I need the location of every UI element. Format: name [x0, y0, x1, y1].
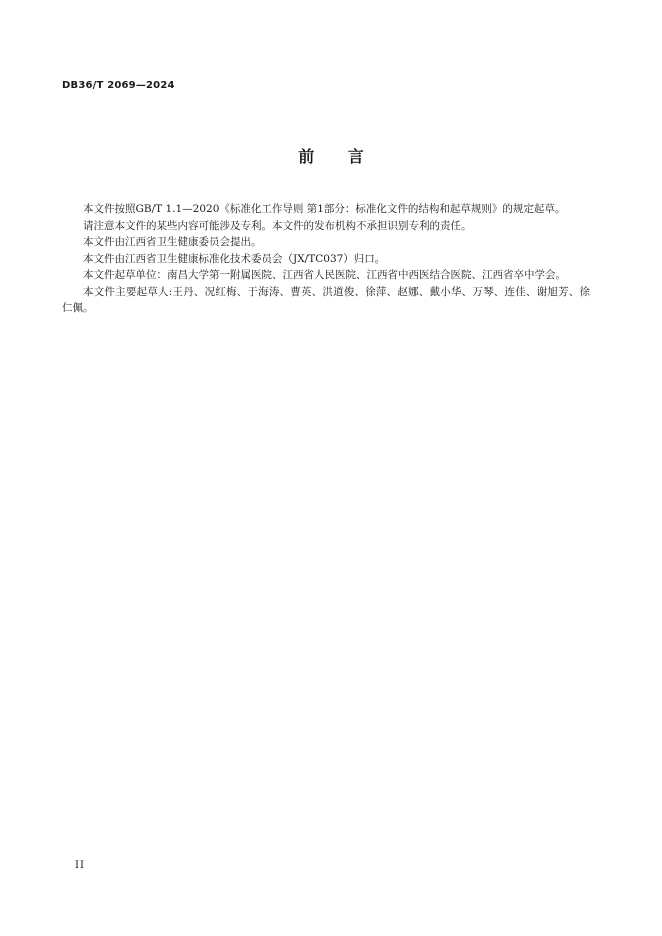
page-number: II: [75, 860, 85, 871]
paragraph-proposer: 本文件由江西省卫生健康委员会提出。: [83, 236, 262, 248]
foreword-body: [62, 201, 590, 317]
standard-code: DB36/T 2069—2024: [62, 80, 175, 91]
page-title: 前 言: [298, 147, 378, 166]
paragraph-centralized-unit: 本文件由江西省卫生健康标准化技术委员会（JX/TC037）归口。: [83, 252, 386, 265]
paragraph-patent-notice: 请注意本文件的某些内容可能涉及专利。本文件的发布机构不承担识别专利的责任。: [83, 219, 472, 232]
paragraph-main-drafters: 本文件主要起草人:王丹、况红梅、于海涛、曹英、洪道俊、徐萍、赵娜、戴小华、万琴、连佳、谢旭芳、徐仁佩。: [62, 285, 590, 314]
paragraph-drafting-units: 本文件起草单位：南昌大学第一附属医院、江西省人民医院、江西省中西医结合医院、江西省卒中学会。: [83, 269, 566, 281]
paragraph-drafting-rules: 本文件按照GB/T 1.1—2020《标准化工作导则 第1部分：标准化文件的结构和起草规则》的规定起草。: [83, 203, 566, 215]
